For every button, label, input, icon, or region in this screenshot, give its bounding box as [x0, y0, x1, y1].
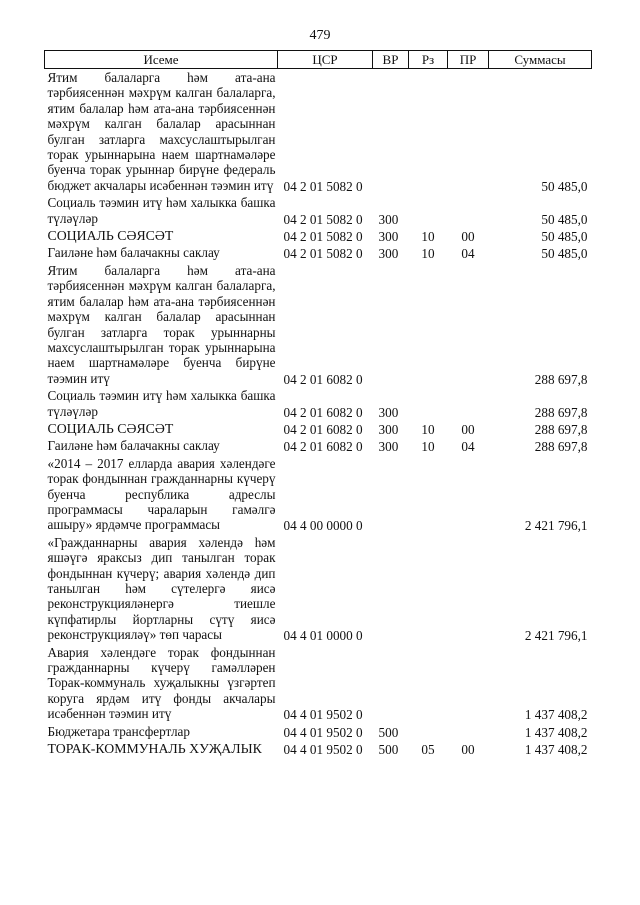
cell-vr: 500	[378, 742, 399, 758]
cell-pr: 00	[461, 229, 475, 245]
table-row	[45, 455, 592, 534]
cell-vr: 300	[378, 229, 399, 245]
cell-sum: 1 437 408,2	[524, 742, 588, 758]
cell-csr: 04 2 01 5082 0	[283, 246, 363, 262]
cell-pr	[448, 455, 489, 534]
header-name: Исеме	[45, 51, 278, 69]
cell-rz: 10	[421, 246, 435, 262]
cell-rz: 10	[421, 439, 435, 455]
cell-pr: 00	[461, 421, 475, 437]
table-row	[45, 244, 592, 261]
cell-pr	[448, 69, 489, 195]
cell-pr	[448, 534, 489, 644]
cell-vr	[373, 644, 409, 723]
cell-csr: 04 2 01 5082 0	[283, 211, 363, 227]
cell-csr: 04 2 01 6082 0	[283, 371, 363, 387]
cell-rz	[409, 69, 448, 195]
cell-csr: 04 2 01 5082 0	[283, 178, 363, 194]
cell-sum: 288 697,8	[534, 421, 588, 437]
table-row	[45, 437, 592, 454]
cell-vr	[373, 69, 409, 195]
table-row	[45, 644, 592, 723]
cell-pr: 04	[461, 439, 475, 455]
cell-sum: 50 485,0	[541, 229, 588, 245]
table-row	[45, 740, 592, 757]
cell-csr: 04 4 01 9502 0	[283, 724, 363, 740]
cell-pr: 04	[461, 246, 475, 262]
header-csr: ЦСР	[278, 51, 373, 69]
cell-name: ТОРАК-КОММУНАЛЬ ХУҖАЛЫК	[47, 741, 262, 757]
header-sum: Суммасы	[489, 51, 592, 69]
cell-rz	[409, 723, 448, 740]
cell-name: Бюджетара трансфертлар	[47, 723, 190, 739]
cell-sum: 288 697,8	[534, 439, 588, 455]
cell-csr: 04 2 01 5082 0	[283, 229, 363, 245]
cell-rz: 10	[421, 421, 435, 437]
cell-vr: 300	[378, 439, 399, 455]
cell-csr: 04 2 01 6082 0	[283, 421, 363, 437]
cell-sum: 2 421 796,1	[524, 518, 588, 534]
cell-rz	[409, 387, 448, 420]
cell-sum: 1 437 408,2	[524, 707, 588, 723]
cell-sum: 50 485,0	[541, 211, 588, 227]
cell-name: «Гражданнарны авария хәлендә һәм яшәүгә яраксыз дип танылган торак фондыннан күчерү; авария хәлендә дип танылган һәм сүтелергә яисә реконструкцияләнергә тиешле күпфатирлы йортларны сүтү яисә реконструкцияләү» төп чарасы	[47, 534, 276, 643]
cell-csr: 04 2 01 6082 0	[283, 439, 363, 455]
cell-csr: 04 2 01 6082 0	[283, 404, 363, 420]
cell-rz	[409, 194, 448, 227]
cell-name: Ятим балаларга һәм ата-ана тәрбиясеннән мәхрүм калган балаларга, ятим балалар һәм ата-ана тәрбиясеннән мәхрүм калган балалар арасыннан булган затларга торак урыннарны махсуслаштырылган торак урыннарына наем шартнамәләре буенча бирүне тәэмин итү	[47, 262, 276, 386]
cell-name: «2014 – 2017 елларда авария хәлендәге торак фондыннан гражданнарны күчерү буенча республика адреслы программасы чараларын гамәлгә ашыру» ярдәмче программасы	[47, 455, 276, 533]
cell-rz	[409, 262, 448, 387]
cell-vr	[373, 262, 409, 387]
table-row	[45, 387, 592, 420]
cell-name: Гаиләне һәм балачакны саклау	[47, 438, 220, 454]
cell-name: Ятим балаларга һәм ата-ана тәрбиясеннән мәхрүм калган балаларга, ятим балалар һәм ата-ана тәрбиясеннән мәхрүм калган балалар арасыннан булган затларга махсуслаштырылган торак урыннарына наем шартнамәләре буенча торак урыннар бирүне федераль бюджет акчалары исәбеннән тәэмин итү	[47, 70, 276, 193]
cell-name: СОЦИАЛЬ СӘЯСӘТ	[47, 228, 174, 244]
budget-table	[44, 50, 592, 757]
table-row	[45, 194, 592, 227]
cell-rz	[409, 534, 448, 644]
cell-name: Социаль тәэмин итү һәм халыкка башка түләүләр	[47, 195, 276, 226]
table-body	[45, 69, 592, 758]
cell-pr	[448, 194, 489, 227]
cell-csr: 04 4 01 0000 0	[283, 628, 363, 644]
cell-pr: 00	[461, 742, 475, 758]
table-header-row	[45, 51, 592, 69]
cell-pr	[448, 262, 489, 387]
table-row	[45, 534, 592, 644]
table-row	[45, 69, 592, 195]
cell-name: Гаиләне һәм балачакны саклау	[47, 245, 220, 261]
cell-name: Социаль тәэмин итү һәм халыкка башка түләүләр	[47, 388, 276, 419]
cell-name: Авария хәлендәге торак фондыннан гражданнарны күчерү гамәлләрен Торак-коммуналь хуҗалыкны үзгәртеп коруга ярдәм итү фонды акчалары исәбеннән тәэмин итү	[47, 644, 276, 722]
cell-csr: 04 4 01 9502 0	[283, 742, 363, 758]
cell-rz: 10	[421, 229, 435, 245]
cell-vr: 500	[378, 724, 399, 740]
cell-vr	[373, 534, 409, 644]
table-row	[45, 227, 592, 244]
cell-sum: 1 437 408,2	[524, 724, 588, 740]
cell-pr	[448, 723, 489, 740]
cell-sum: 50 485,0	[541, 178, 588, 194]
cell-vr: 300	[378, 404, 399, 420]
cell-rz	[409, 644, 448, 723]
cell-vr	[373, 455, 409, 534]
table-row	[45, 262, 592, 387]
page-number: 479	[309, 28, 331, 43]
cell-vr: 300	[378, 211, 399, 227]
cell-sum: 2 421 796,1	[524, 628, 588, 644]
header-rz: Рз	[409, 51, 448, 69]
table-row	[45, 723, 592, 740]
cell-vr: 300	[378, 421, 399, 437]
cell-sum: 50 485,0	[541, 246, 588, 262]
cell-rz	[409, 455, 448, 534]
cell-csr: 04 4 00 0000 0	[283, 518, 363, 534]
table-row	[45, 420, 592, 437]
cell-sum: 288 697,8	[534, 371, 588, 387]
cell-pr	[448, 644, 489, 723]
header-vr: ВР	[373, 51, 409, 69]
cell-rz: 05	[421, 742, 435, 758]
cell-sum: 288 697,8	[534, 404, 588, 420]
header-pr: ПР	[448, 51, 489, 69]
cell-vr: 300	[378, 246, 399, 262]
cell-csr: 04 4 01 9502 0	[283, 707, 363, 723]
cell-pr	[448, 387, 489, 420]
cell-name: СОЦИАЛЬ СӘЯСӘТ	[47, 420, 174, 436]
